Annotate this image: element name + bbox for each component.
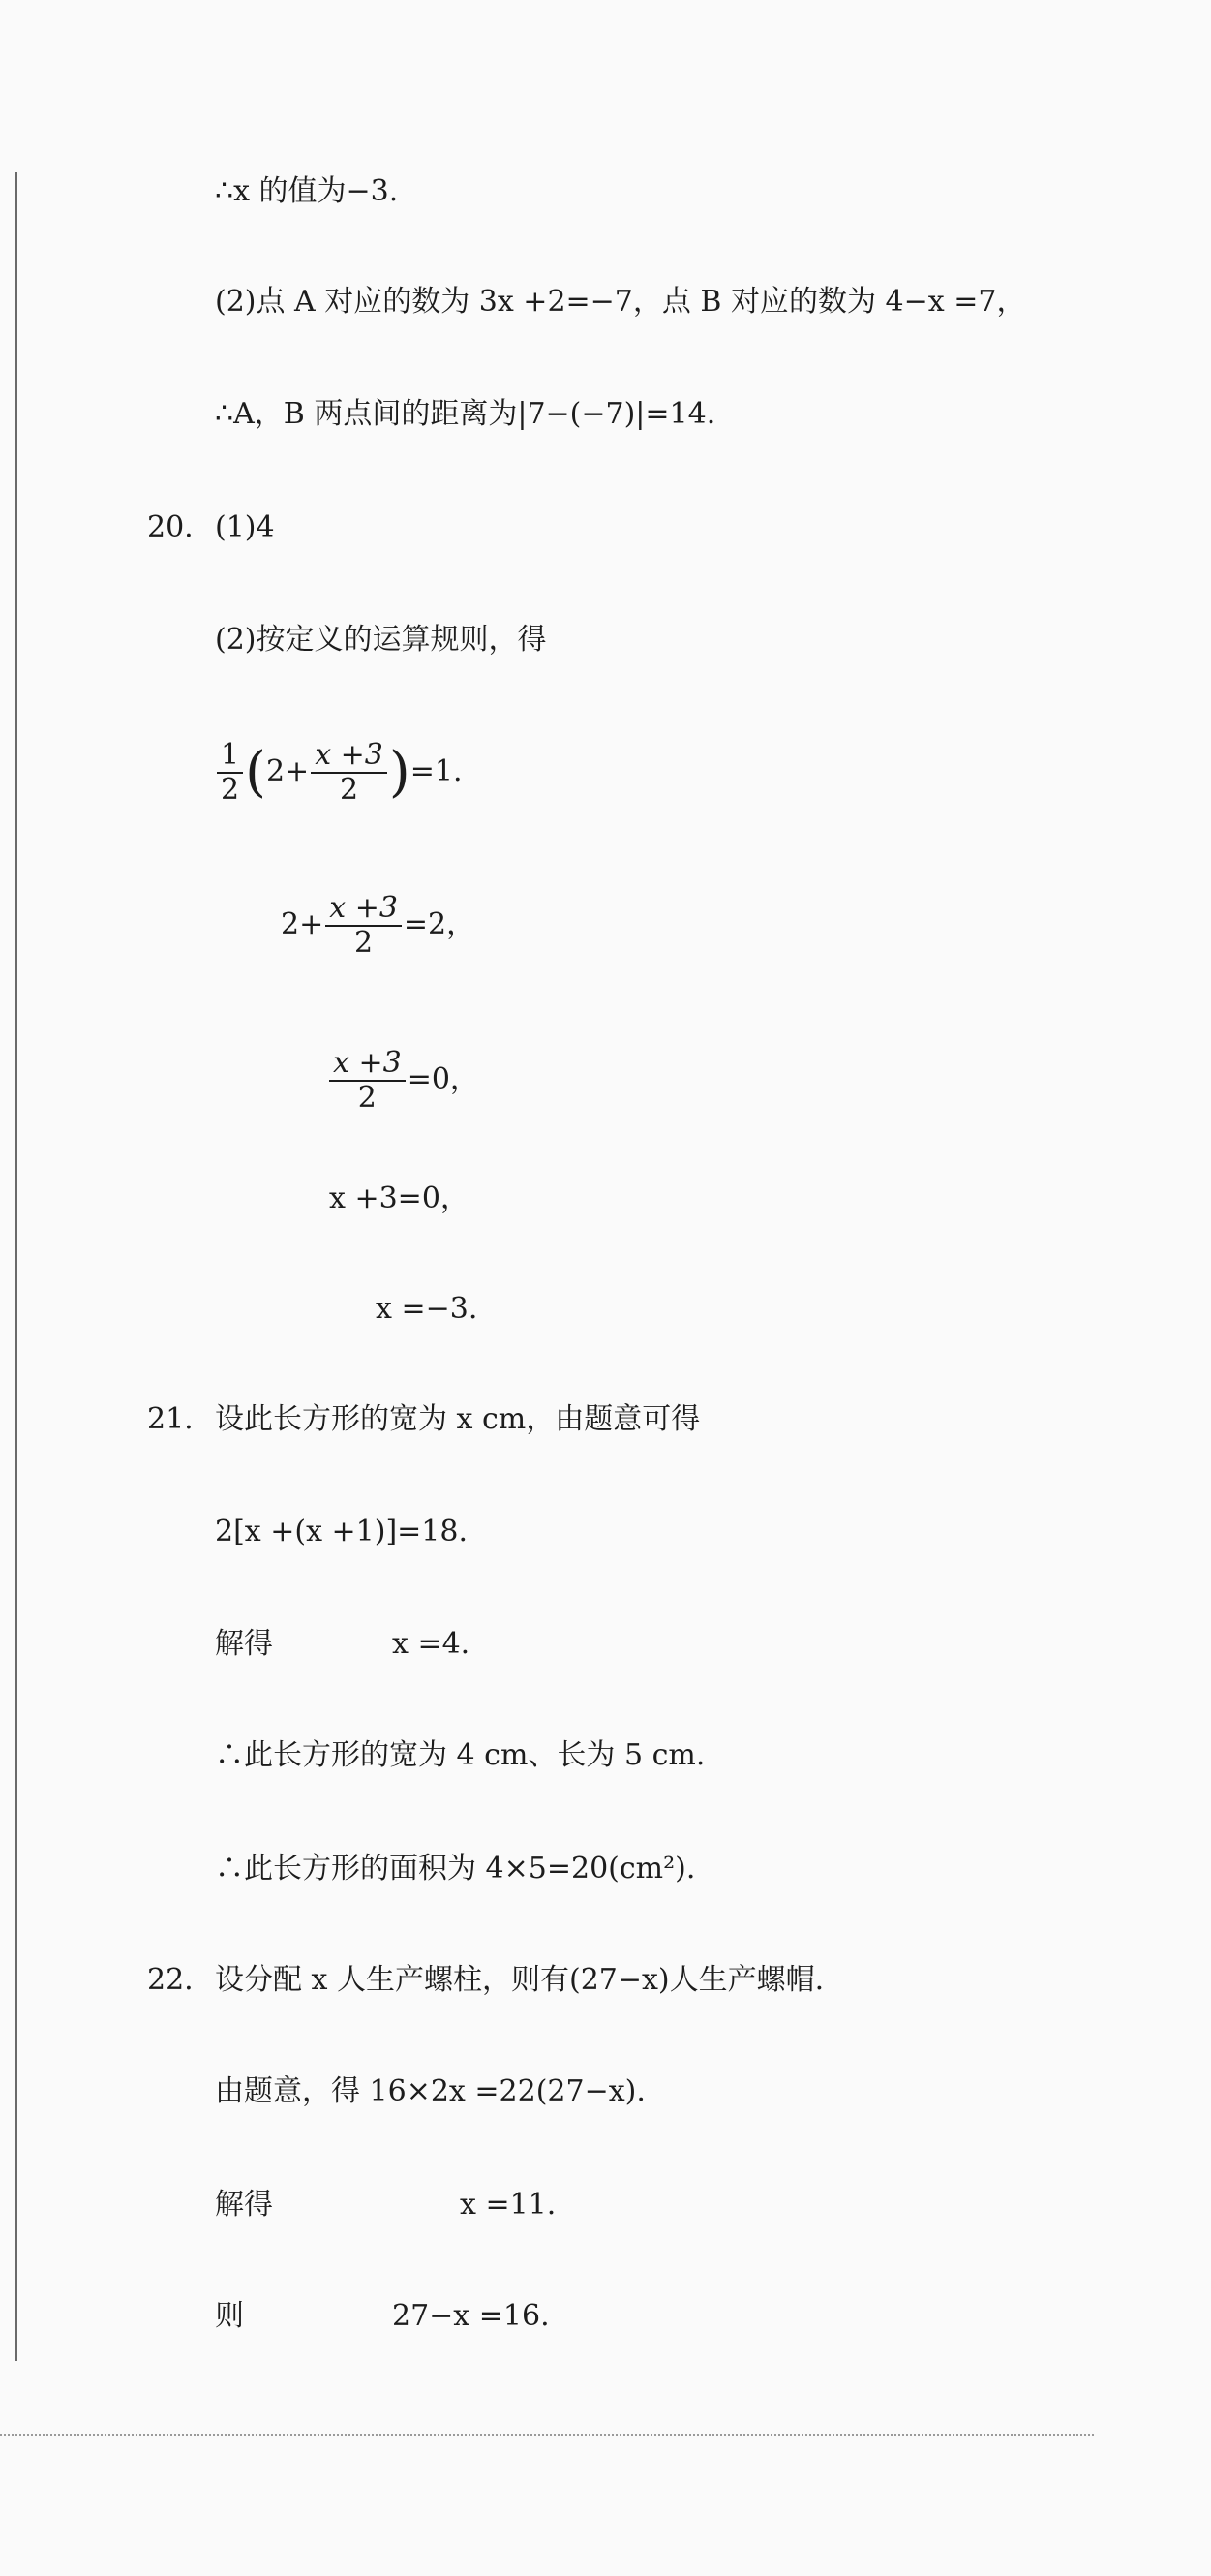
fraction-half: $\frac{1}{2}$ [217,739,243,807]
question-number: 21. [147,1402,194,1436]
text-line: 2[x +(x +1)]=18. [215,1515,469,1549]
question-number: 20. [147,510,194,544]
question-number: 22. [147,1963,194,1997]
text-line: ∴此长方形的面积为 4×5=20(cm²). [215,1852,696,1886]
text-line: 设此长方形的宽为 x cm，由题意可得 [215,1402,701,1436]
text-line: ∴x 的值为−3. [215,174,399,208]
text-value: 27−x =16. [392,2299,550,2333]
text-line: ∴此长方形的宽为 4 cm、长为 5 cm. [215,1738,706,1772]
fraction-x-plus-3: $\frac{x +3}{2}$ [325,892,402,960]
equation-2: 2+ $\frac{x +3}{2}$ =2， [281,891,476,960]
left-paren: ( [245,741,266,804]
equation-4: x +3=0， [329,1181,469,1215]
text-line: 由题意，得 16×2x =22(27−x). [215,2074,646,2108]
text-line: 设分配 x 人生产螺柱，则有(27−x)人生产螺帽. [215,1963,825,1997]
text-label: 解得 [215,1627,273,1661]
text-line: (1)4 [215,510,275,544]
equation-tail: =1. [409,754,463,788]
left-margin-rule [15,172,17,2361]
text-line: ∴A，B 两点间的距离为|7−(−7)|=14. [215,397,716,431]
equation-3: $\frac{x +3}{2}$ =0， [327,1046,479,1115]
text-value: x =4. [392,1627,470,1661]
fraction-x-plus-3: $\frac{x +3}{2}$ [311,739,387,807]
equation-1 [215,738,463,807]
text-line: (2)点 A 对应的数为 3x +2=−7，点 B 对应的数为 4−x =7， [215,285,1026,319]
text-line: (2)按定义的运算规则，得 [215,623,547,657]
equation-5: x =−3. [376,1292,478,1326]
text-label: 则 [215,2299,244,2333]
inner-lead: 2+ [265,754,310,788]
dotted-separator [0,2434,1094,2436]
right-paren: ) [388,741,410,804]
text-value: x =11. [460,2188,557,2222]
text-label: 解得 [215,2188,273,2222]
fraction-x-plus-3: $\frac{x +3}{2}$ [329,1047,406,1115]
